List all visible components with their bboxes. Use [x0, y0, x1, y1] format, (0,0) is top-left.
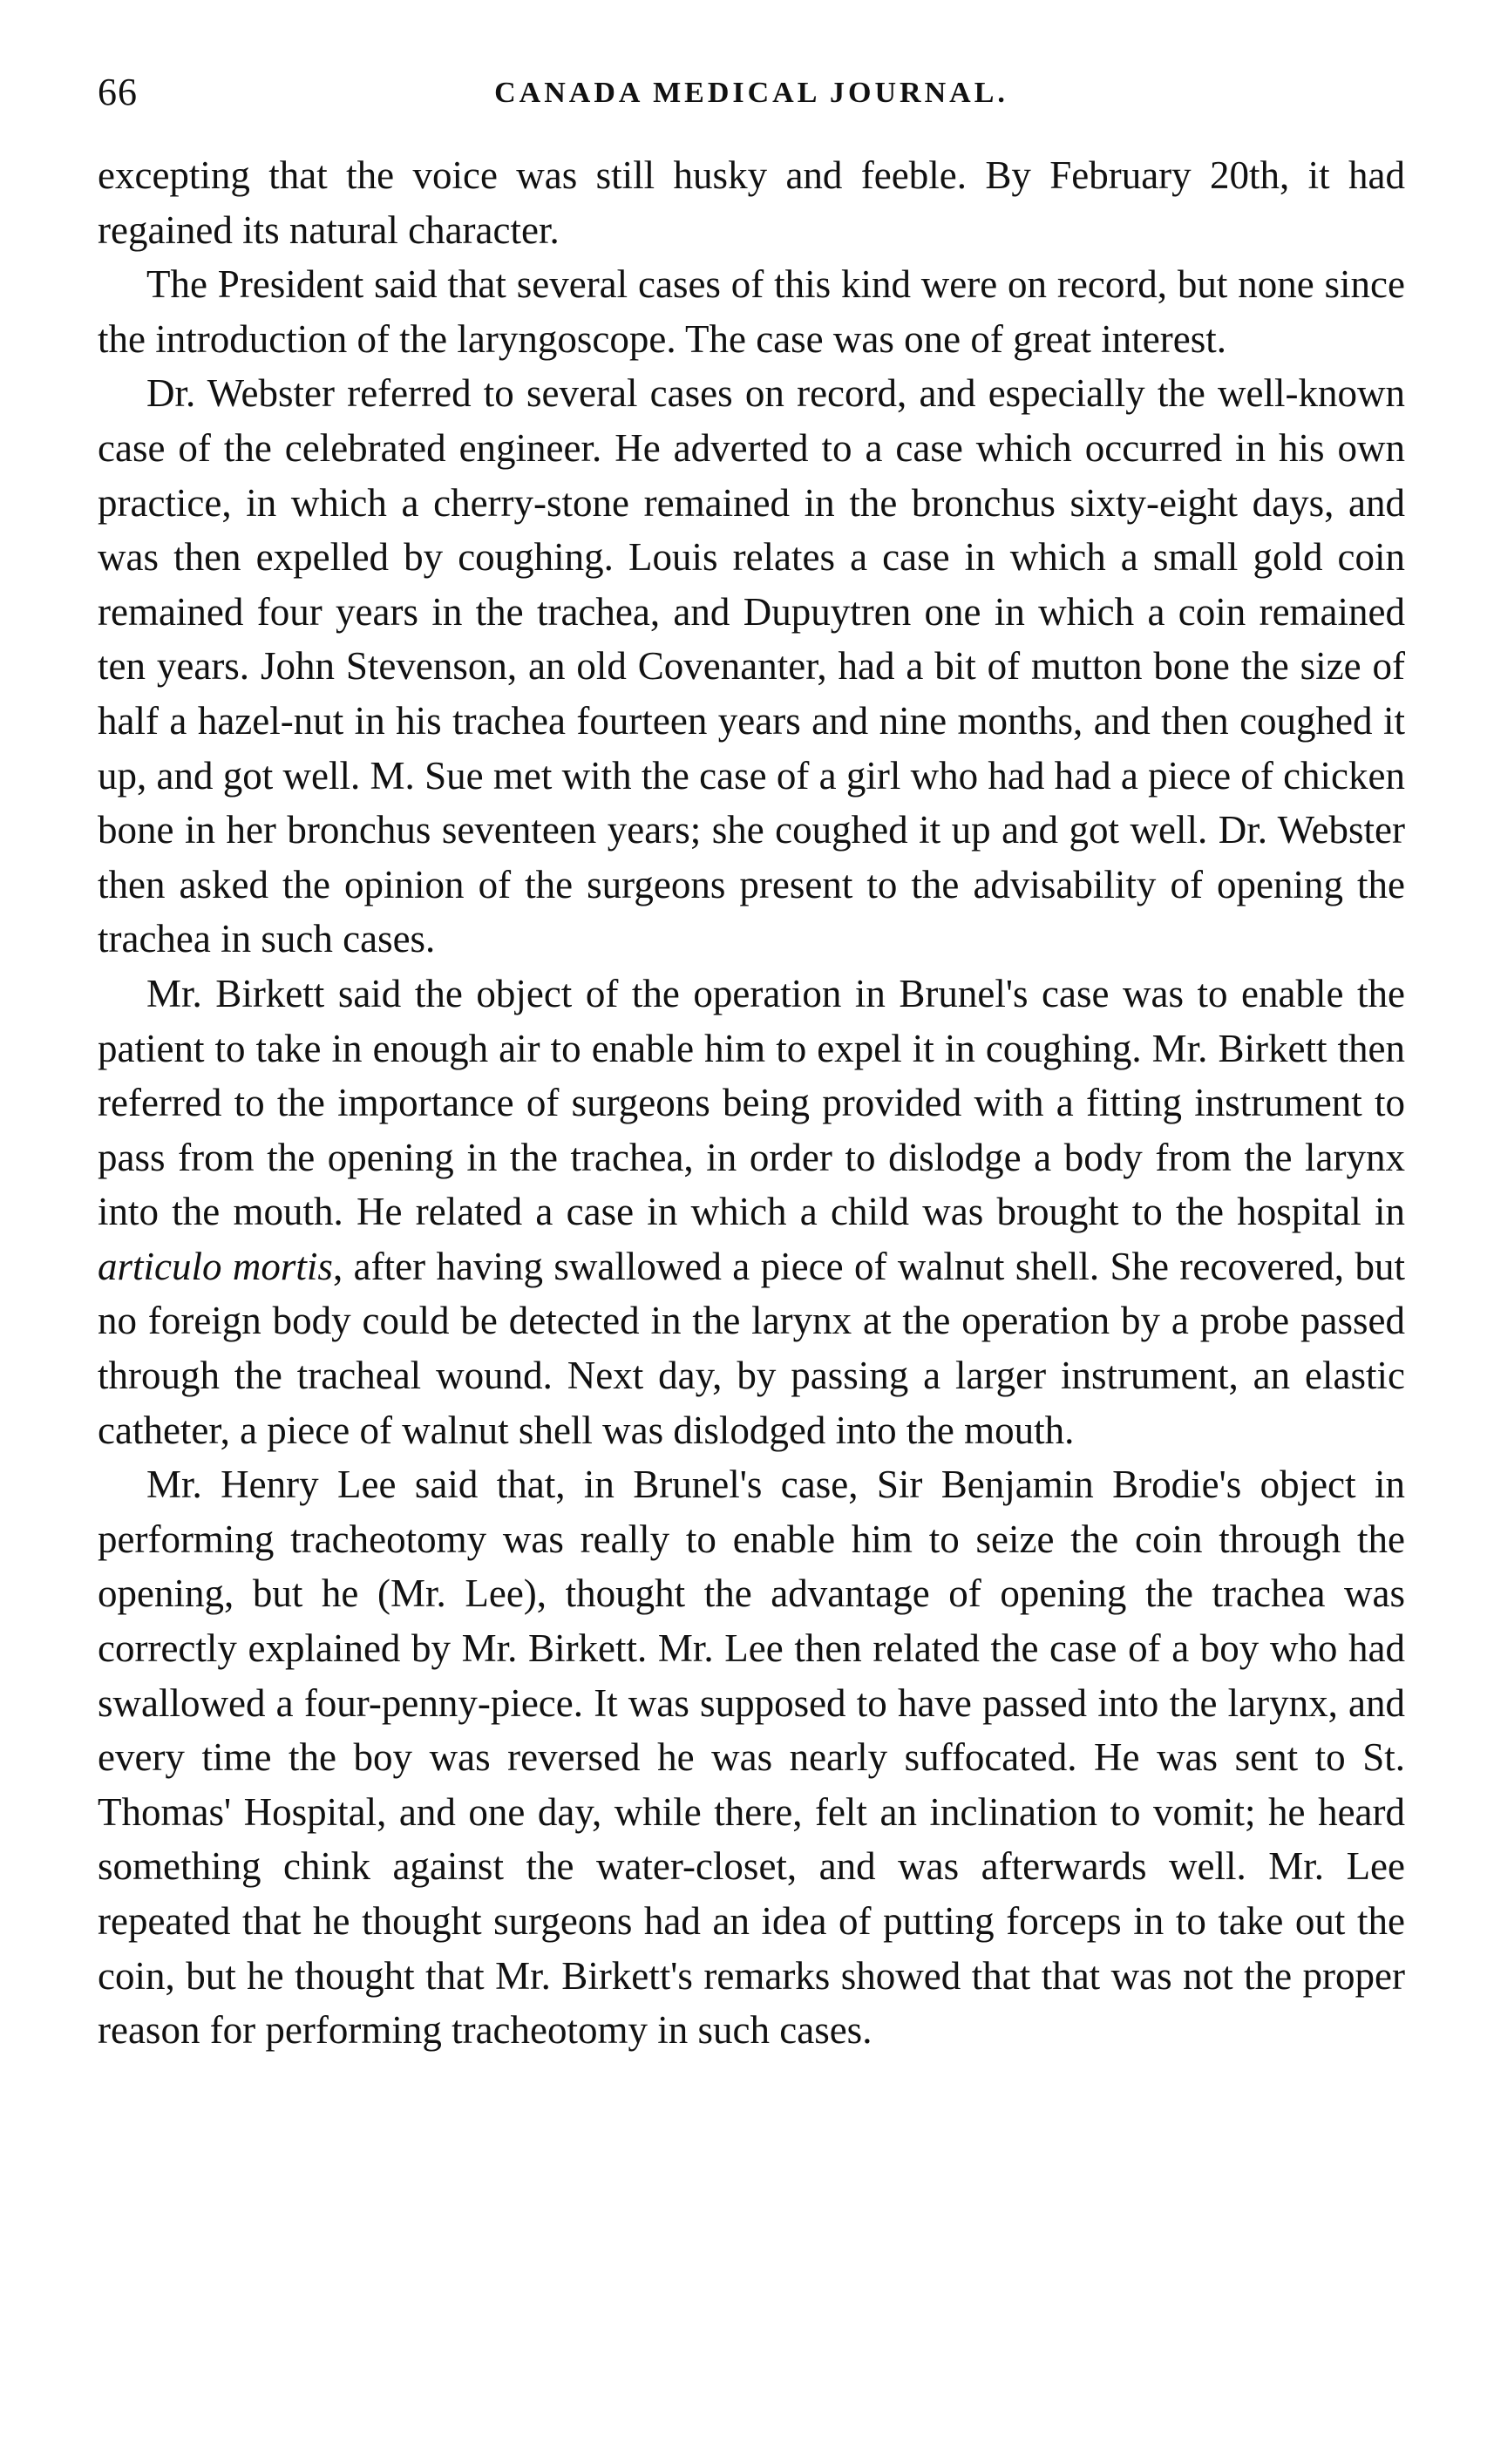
latin-phrase: articulo mortis	[98, 1244, 333, 1288]
paragraph-lee: Mr. Henry Lee said that, in Brunel's case, Sir Benjamin Brodie's object in performing tracheotomy was really to enable him to seize the coin through the opening, but he (Mr. Lee), thought the advantage of opening the trachea was correctly explained by Mr. Birkett. Mr. Lee then related the case of a boy who had swallowed a four-penny-piece. It was supposed to have passed into the larynx, and every time the boy was reversed he was nearly suffocated. He was sent to St. Thomas' Hospital, and one day, while there, felt an inclination to vomit; he heard something chink against the water-closet, and was afterwards well. Mr. Lee repeated that he thought surgeons had an idea of putting forceps in to take out the coin, but he thought that Mr. Birkett's remarks showed that that was not the proper reason for performing tracheotomy in such cases.	[98, 1463, 1405, 2053]
article-body	[98, 148, 1405, 2058]
running-head	[98, 70, 1405, 139]
paragraph-birkett-text-after: , after having swallowed a piece of walnut shell. She recovered, but no foreign body could be detected in the larynx at the operation by a probe passed through the tracheal wound. Next day, by passing a larger instrument, an elastic catheter, a piece of walnut shell was dislodged into the mouth.	[98, 1244, 1405, 1452]
paragraph-webster: Dr. Webster referred to several cases on record, and especially the well-known case of the celebrated engineer. He adverted to a case which occurred in his own practice, in which a cherry-stone remained in the bronchus sixty-eight days, and was then expelled by coughing. Louis relates a case in which a small gold coin remained four years in the trachea, and Dupuytren one in which a coin remained ten years. John Stevenson, an old Covenanter, had a bit of mutton bone the size of half a hazel-nut in his trachea fourteen years and nine months, and then coughed it up, and got well. M. Sue met with the case of a girl who had had a piece of chicken bone in her bronchus seventeen years; she coughed it up and got well. Dr. Webster then asked the opinion of the surgeons present to the advisability of opening the trachea in such cases.	[98, 371, 1405, 961]
journal-title: CANADA MEDICAL JOURNAL.	[494, 77, 1008, 109]
paragraph-continuation: excepting that the voice was still husky and feeble. By February 20th, it had regained its natural character.	[98, 153, 1405, 252]
paragraph-birkett-text-before: Mr. Birkett said the object of the operation in Brunel's case was to enable the patient to take in enough air to enable him to expel it in coughing. Mr. Birkett then referred to the importance of surgeons being provided with a fitting instrument to pass from the opening in the trachea, in order to dislodge a body from the larynx into the mouth. He related a case in which a child was brought to the hospital in	[98, 971, 1405, 1234]
page-number: 66	[98, 71, 138, 113]
document-page	[98, 70, 1405, 2058]
paragraph-president: The President said that several cases of this kind were on record, but none since the introduction of the laryngoscope. The case was one of great interest.	[98, 262, 1405, 361]
paragraph-birkett	[98, 967, 1405, 1457]
